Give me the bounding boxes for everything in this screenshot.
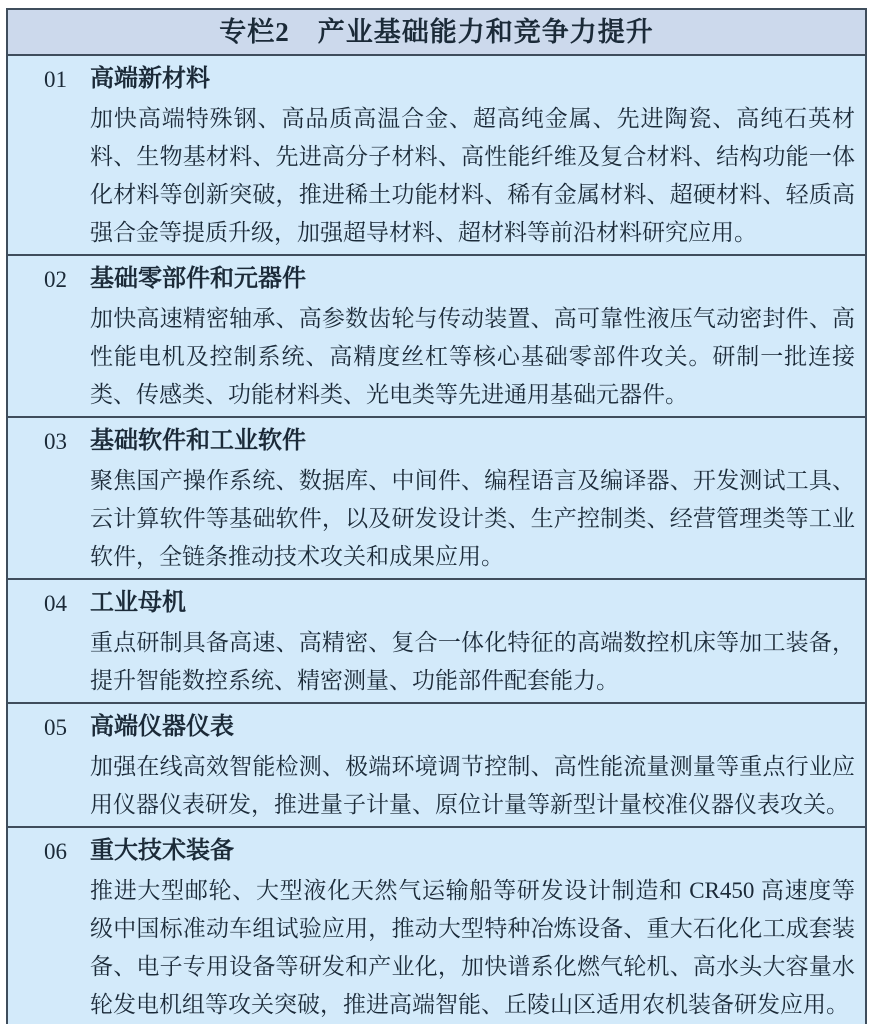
section-body: 重点研制具备高速、高精密、复合一体化特征的高端数控机床等加工装备，提升智能数控系统、精密测量、功能部件配套能力。 <box>90 630 855 693</box>
section-title: 基础零部件和元器件 <box>90 266 306 292</box>
section-number: 05 <box>44 715 67 740</box>
section-body: 推进大型邮轮、大型液化天然气运输船等研发设计制造和 CR450 高速度等级中国标准动车组试验应用，推动大型特种冶炼设备、重大石化化工成套装备、电子专用设备等研发和产业化，加快谱系化燃气轮机、高水头大容量水轮发电机组等攻关突破，推进高端智能、丘陵山区适用农机装备研发应用。 <box>90 878 855 1017</box>
section-body: 加快高速精密轴承、高参数齿轮与传动装置、高可靠性液压气动密封件、高性能电机及控制系统、高精度丝杠等核心基础零部件攻关。研制一批连接类、传感类、功能材料类、光电类等先进通用基础元器件。 <box>90 306 855 407</box>
section-number: 02 <box>44 267 67 292</box>
section-number: 03 <box>44 429 67 454</box>
section-title: 高端仪器仪表 <box>90 714 234 740</box>
section-04 <box>8 580 865 704</box>
section-title: 高端新材料 <box>90 66 210 92</box>
section-number: 04 <box>44 591 67 616</box>
section-body: 加快高端特殊钢、高品质高温合金、超高纯金属、先进陶瓷、高纯石英材料、生物基材料、先进高分子材料、高性能纤维及复合材料、结构功能一体化材料等创新突破，推进稀土功能材料、稀有金属材料、超硬材料、轻质高强合金等提质升级，加强超导材料、超材料等前沿材料研究应用。 <box>90 106 855 245</box>
section-content <box>90 583 855 700</box>
section-content <box>90 59 855 252</box>
section-content <box>90 831 855 1024</box>
section-02 <box>8 256 865 418</box>
section-01 <box>8 56 865 256</box>
section-title: 工业母机 <box>90 590 186 616</box>
section-content <box>90 259 855 414</box>
section-body: 聚焦国产操作系统、数据库、中间件、编程语言及编译器、开发测试工具、云计算软件等基础软件，以及研发设计类、生产控制类、经营管理类等工业软件，全链条推动技术攻关和成果应用。 <box>90 468 855 569</box>
section-03 <box>8 418 865 580</box>
section-title: 基础软件和工业软件 <box>90 428 306 454</box>
section-05 <box>8 704 865 828</box>
section-number: 06 <box>44 839 67 864</box>
policy-box-panel <box>6 8 867 1024</box>
section-content <box>90 707 855 824</box>
section-content <box>90 421 855 576</box>
section-number: 01 <box>44 67 67 92</box>
section-06 <box>8 828 865 1024</box>
panel-title: 专栏2 产业基础能力和竞争力提升 <box>8 10 865 56</box>
section-title: 重大技术装备 <box>90 838 234 864</box>
section-body: 加强在线高效智能检测、极端环境调节控制、高性能流量测量等重点行业应用仪器仪表研发，推进量子计量、原位计量等新型计量校准仪器仪表攻关。 <box>90 754 855 817</box>
